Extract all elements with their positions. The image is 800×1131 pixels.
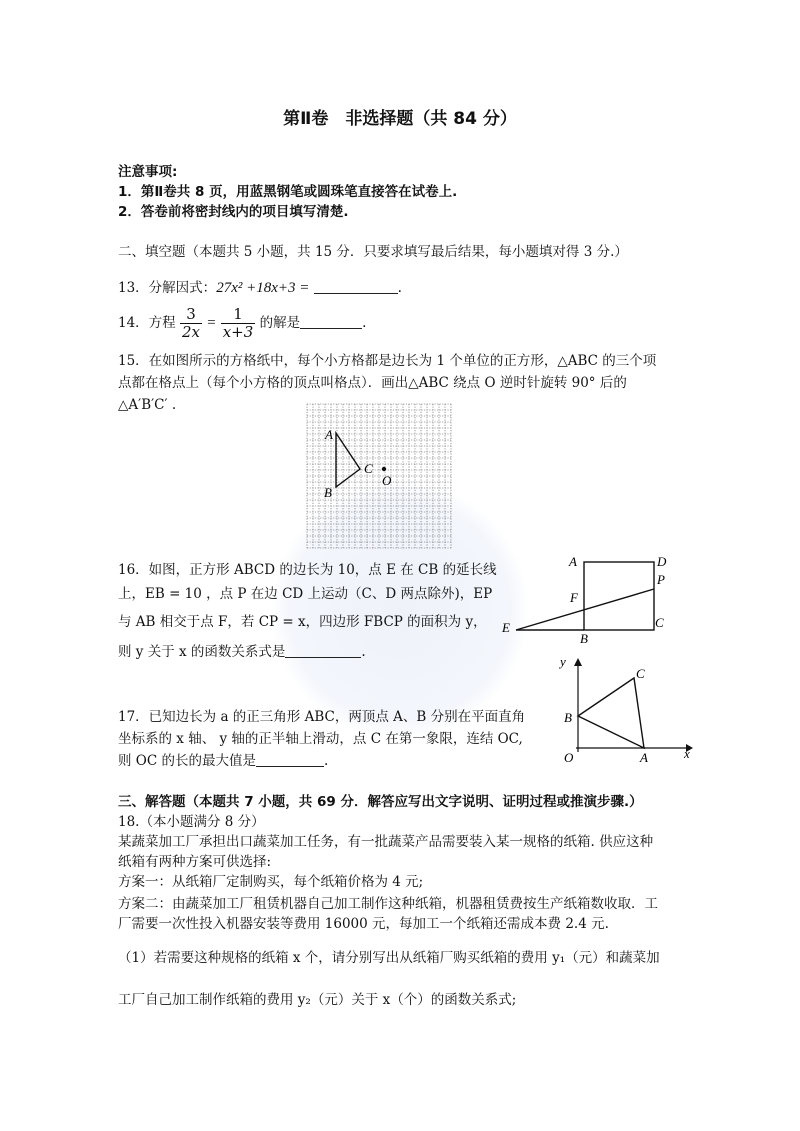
q17-line-2: 坐标系的 x 轴、 y 轴的正半轴上滑动，点 C 在第一象限，连结 OC, bbox=[118, 731, 523, 747]
grid-figure bbox=[306, 403, 452, 549]
section2-heading: 二、填空题（本题共 5 小题，共 15 分．只要求填写最后结果，每小题填对得 3 分.） bbox=[118, 244, 628, 260]
q18-line-5: 厂需要一次性投入机器安装等费用 16000 元，每加工一个纸箱还需成本费 2.4 元. bbox=[118, 916, 609, 932]
square-label-c: C bbox=[655, 615, 664, 630]
q16-line-1: 16．如图，正方形 ABCD 的边长为 10，点 E 在 CB 的延长线 bbox=[118, 562, 497, 578]
coord-label-a: A bbox=[640, 750, 648, 764]
q17-end: . bbox=[323, 753, 329, 769]
square-label-e: E bbox=[502, 620, 510, 635]
segment-ep bbox=[516, 589, 654, 630]
grid-lines bbox=[307, 404, 451, 548]
coord-label-b: B bbox=[564, 710, 572, 725]
q14-suffix: 的解是 bbox=[259, 315, 301, 331]
notice-item-2: 2．答卷前将密封线内的项目填写清楚. bbox=[118, 204, 349, 220]
q16-line-4-text: 则 y 关于 x 的函数关系式是 bbox=[118, 644, 286, 660]
grid-label-b: B bbox=[324, 485, 332, 500]
q13-expr: 27x² +18x+3 = bbox=[216, 280, 310, 296]
grid-label-a: A bbox=[325, 427, 333, 442]
grid-label-c: C bbox=[364, 461, 373, 476]
point-o bbox=[382, 467, 386, 471]
square-label-a: A bbox=[569, 554, 577, 569]
q15-line-3: △A′B′C′ . bbox=[118, 397, 177, 413]
q18-line-6: （1）若需要这种规格的纸箱 x 个，请分别写出从纸箱厂购买纸箱的费用 y₁（元）和蔬菜加 bbox=[118, 950, 660, 966]
q18-line-3: 方案一：从纸箱厂定制购买，每个纸箱价格为 4 元; bbox=[118, 874, 424, 890]
q13-prefix: 13．分解因式： bbox=[118, 280, 217, 296]
square-label-b: B bbox=[580, 631, 588, 644]
q13-end: . bbox=[397, 280, 402, 296]
q17-answer-blank[interactable] bbox=[256, 752, 324, 767]
q14-fraction-left: $\frac{3}{2x}$ bbox=[181, 305, 200, 341]
square-label-d: D bbox=[657, 554, 667, 569]
q17-line-3-text: 则 OC 的长的最大值是 bbox=[118, 753, 256, 769]
q17-line-3 bbox=[118, 752, 328, 770]
q14-equals: = bbox=[206, 315, 217, 331]
q16-line-2: 上，EB = 10 ，点 P 在边 CD 上运动（C、D 两点除外)，EP bbox=[118, 586, 493, 602]
q15-line-1: 15．在如图所示的方格纸中，每个小方格都是边长为 1 个单位的正方形，△ABC 的三个项 bbox=[118, 353, 657, 369]
q17-line-1: 17．已知边长为 a 的正三角形 ABC，两顶点 A、B 分别在平面直角 bbox=[118, 709, 526, 725]
q18-line-1: 某蔬菜加工厂承担出口蔬菜加工任务，有一批蔬菜产品需要装入某一规格的纸箱. 供应这种 bbox=[118, 834, 654, 850]
coord-label-x: x bbox=[684, 746, 690, 761]
square-abcd bbox=[584, 562, 654, 630]
coordinate-figure bbox=[548, 652, 694, 764]
q16-line-3: 与 AB 相交于点 F，若 CP = x，四边形 FBCP 的面积为 y， bbox=[118, 614, 487, 630]
q16-answer-blank[interactable] bbox=[285, 643, 361, 658]
q18-line-0: 18.（本小题满分 8 分） bbox=[118, 814, 265, 830]
question-14 bbox=[118, 306, 366, 341]
q14-prefix: 14．方程 bbox=[118, 315, 176, 331]
q16-line-4 bbox=[118, 643, 366, 661]
square-label-p: P bbox=[657, 572, 665, 587]
q14-answer-blank[interactable] bbox=[300, 314, 362, 329]
q14-fraction-right: $\frac{1}{x+3}$ bbox=[222, 305, 254, 341]
q18-line-7: 工厂自己加工制作纸箱的费用 y₂（元）关于 x（个）的函数关系式; bbox=[118, 992, 517, 1008]
coord-label-c: C bbox=[636, 666, 645, 681]
y-axis-arrow bbox=[574, 658, 582, 666]
coord-label-o: O bbox=[564, 750, 574, 764]
section3-heading: 三、解答题（本题共 7 小题，共 69 分．解答应写出文字说明、证明过程或推演步骤.） bbox=[118, 794, 643, 810]
page-title: 第Ⅱ卷 非选择题（共 84 分） bbox=[283, 109, 517, 129]
square-figure bbox=[498, 552, 674, 644]
triangle-abc bbox=[336, 433, 360, 487]
q16-end: . bbox=[361, 644, 366, 660]
notice-heading: 注意事项: bbox=[118, 164, 178, 180]
triangle-abc-coord bbox=[578, 678, 644, 748]
square-label-f: F bbox=[570, 590, 578, 605]
q18-line-4: 方案二：由蔬菜加工厂租赁机器自己加工制作这种纸箱，机器租赁费按生产纸箱数收取．工 bbox=[118, 896, 658, 912]
question-13 bbox=[118, 279, 402, 297]
notice-item-1: 1．第Ⅱ卷共 8 页，用蓝黑钢笔或圆珠笔直接答在试卷上. bbox=[118, 184, 458, 200]
q15-line-2: 点都在格点上（每个小方格的顶点叫格点）．画出△ABC 绕点 O 逆时针旋转 90° 后的 bbox=[118, 375, 627, 391]
q18-line-2: 纸箱有两种方案可供选择: bbox=[118, 854, 272, 870]
q14-end: . bbox=[362, 315, 367, 331]
coord-label-y: y bbox=[560, 654, 566, 669]
q13-answer-blank[interactable] bbox=[314, 279, 398, 294]
grid-label-o: O bbox=[382, 473, 392, 488]
